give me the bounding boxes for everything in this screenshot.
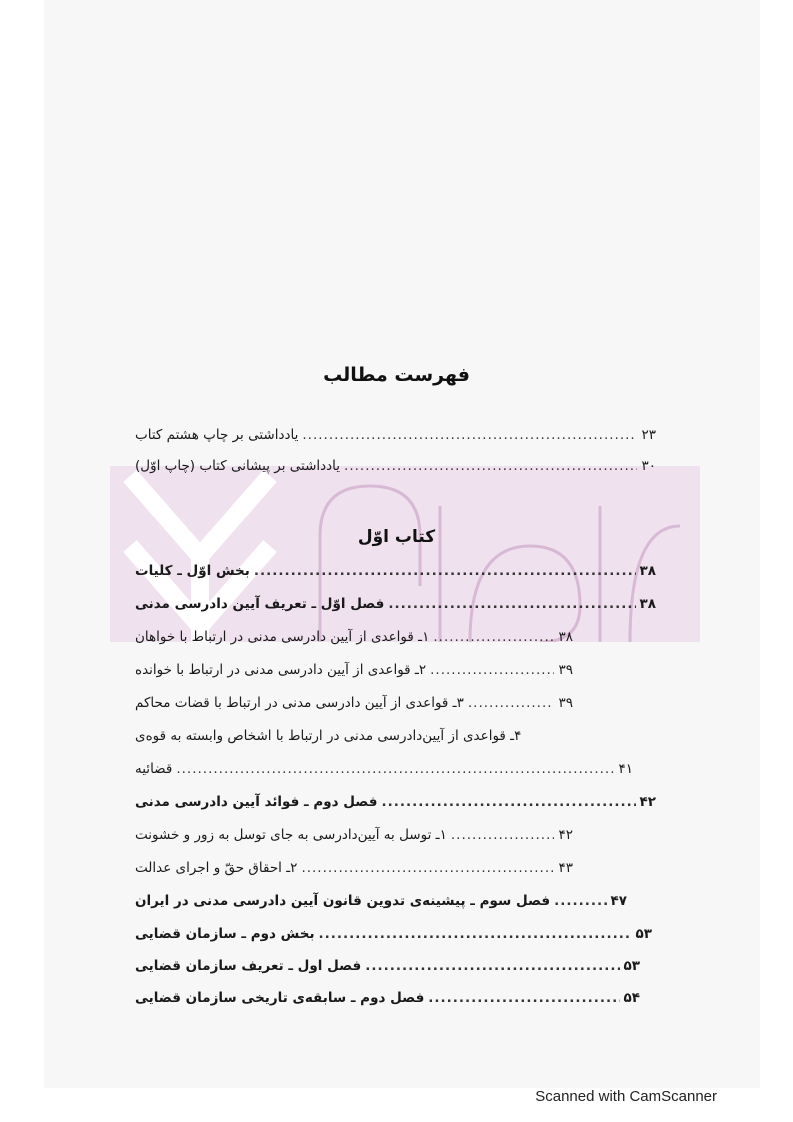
entry-label: فصل دوم ـ سابقه‌ی تاریخی سازمان قضایی — [135, 990, 425, 1006]
page-number: ۴۲ — [639, 794, 656, 810]
dot-leader — [554, 893, 606, 909]
entry-label: ۱ـ توسل به آیین‌دادرسی به جای توسل به زور و خشونت — [135, 827, 447, 843]
toc-entry[interactable] — [135, 728, 633, 750]
dot-leader — [451, 827, 555, 843]
page-number: ۳۸ — [639, 596, 656, 612]
dot-leader — [430, 662, 554, 678]
page-number: ۵۴ — [623, 990, 640, 1006]
entry-label: قضائیه — [135, 761, 173, 777]
dot-leader — [365, 958, 619, 974]
page-number: ۴۷ — [610, 893, 627, 909]
page-number: ۵۳ — [623, 958, 640, 974]
page-number: ۳۸ — [639, 563, 656, 579]
toc-entry[interactable] — [135, 958, 640, 980]
entry-label: فصل اوّل ـ تعریف آیین دادرسی مدنی — [135, 596, 385, 612]
dot-leader — [428, 990, 619, 1006]
toc-entry[interactable] — [135, 427, 656, 449]
toc-entry[interactable] — [135, 563, 656, 585]
entry-label: ۳ـ قواعدی از آیین دادرسی مدنی در ارتباط با قضات محاکم — [135, 695, 464, 711]
toc-entry[interactable] — [135, 695, 573, 717]
dot-leader — [176, 761, 614, 777]
page-number: ۴۳ — [558, 860, 573, 876]
toc-entry[interactable] — [135, 827, 573, 849]
dot-leader — [388, 596, 635, 612]
page-title: فهرست مطالب — [323, 364, 470, 386]
toc-entry[interactable] — [135, 990, 640, 1012]
dot-leader — [301, 860, 554, 876]
toc-entry[interactable] — [135, 926, 652, 948]
dot-leader — [254, 563, 636, 579]
toc-entry[interactable] — [135, 629, 573, 651]
toc-entry[interactable] — [135, 458, 656, 480]
page-number: ۳۰ — [641, 458, 656, 474]
scanner-footer: Scanned with CamScanner — [535, 1088, 717, 1105]
toc-entry[interactable] — [135, 893, 627, 915]
page-number: ۴۲ — [558, 827, 573, 843]
entry-label: ۱ـ قواعدی از آیین دادرسی مدنی در ارتباط با خواهان — [135, 629, 430, 645]
page-number: ۳۹ — [558, 695, 573, 711]
page-number: ۵۳ — [635, 926, 652, 942]
entry-label: ۴ـ قواعدی از آیین‌دادرسی مدنی در ارتباط با اشخاص وابسته به قوه‌ی — [135, 728, 522, 744]
entry-label: ۲ـ احقاق حقّ و اجرای عدالت — [135, 860, 298, 876]
entry-label: فصل سوم ـ پیشینه‌ی تدوین قانون آیین دادرسی مدنی در ایران — [135, 893, 551, 909]
book-heading: کتاب اوّل — [357, 527, 436, 547]
dot-leader — [468, 695, 555, 711]
entry-label: بخش اوّل ـ کلیات — [135, 563, 250, 579]
dot-leader — [302, 427, 637, 443]
page-number: ۳۹ — [558, 662, 573, 678]
dot-leader — [381, 794, 635, 810]
entry-label: فصل اول ـ تعریف سازمان قضایی — [135, 958, 362, 974]
dot-leader — [319, 926, 632, 942]
toc-entry[interactable] — [135, 596, 656, 618]
dot-leader — [433, 629, 554, 645]
page-number: ۳۸ — [558, 629, 573, 645]
entry-label: یادداشتی بر چاپ هشتم کتاب — [135, 427, 299, 443]
toc-entry[interactable] — [135, 761, 633, 783]
entry-label: بخش دوم ـ سازمان قضایی — [135, 926, 315, 942]
page-number: ۲۳ — [641, 427, 656, 443]
page-number: ۴۱ — [618, 761, 633, 777]
toc-entry[interactable] — [135, 860, 573, 882]
entry-label: ۲ـ قواعدی از آیین دادرسی مدنی در ارتباط با خوانده — [135, 662, 427, 678]
toc-entry[interactable] — [135, 662, 573, 684]
entry-label: فصل دوم ـ فوائد آیین دادرسی مدنی — [135, 794, 378, 810]
dot-leader — [344, 458, 637, 474]
entry-label: یادداشتی بر پیشانی کتاب (چاپ اوّل) — [135, 458, 341, 474]
toc-entry[interactable] — [135, 794, 656, 816]
